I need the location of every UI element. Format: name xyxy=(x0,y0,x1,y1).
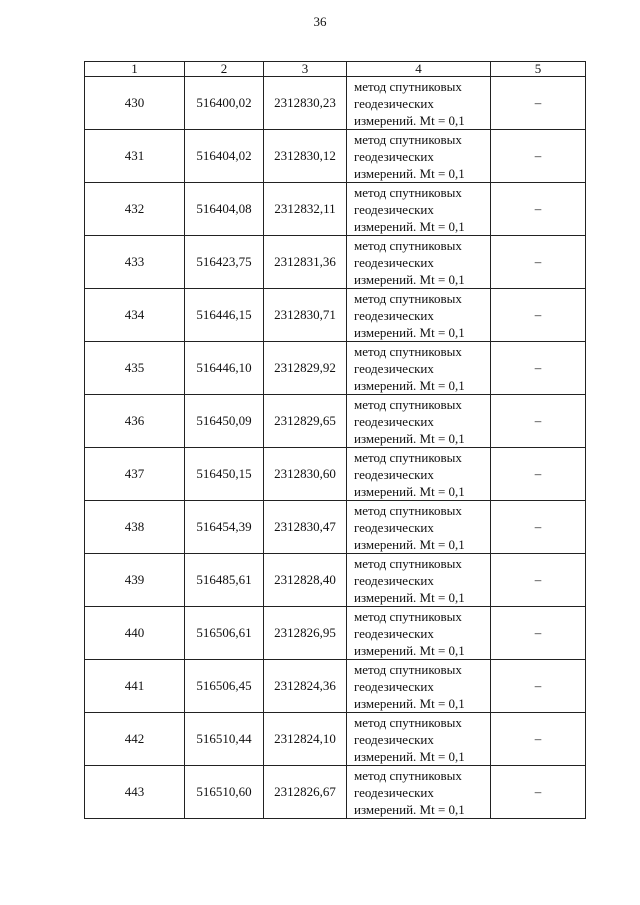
method-line: метод спутниковых xyxy=(354,131,462,147)
table-row xyxy=(85,236,586,289)
method-line: измерений. Mt = 0,1 xyxy=(354,430,465,446)
method-line: измерений. Mt = 0,1 xyxy=(354,695,465,711)
table-row xyxy=(85,501,586,554)
method-line: метод спутниковых xyxy=(354,449,462,465)
method-cell xyxy=(347,554,491,607)
x-coordinate-cell: 516506,45 xyxy=(185,660,264,713)
column-header-3: 3 xyxy=(264,62,347,77)
x-coordinate-cell: 516485,61 xyxy=(185,554,264,607)
note-cell: – xyxy=(491,766,586,819)
point-cell: 432 xyxy=(85,183,185,236)
method-line: метод спутниковых xyxy=(354,502,462,518)
method-line: геодезических xyxy=(354,254,434,270)
method-line: геодезических xyxy=(354,413,434,429)
y-coordinate-cell: 2312829,65 xyxy=(264,395,347,448)
method-line: метод спутниковых xyxy=(354,555,462,571)
table-row xyxy=(85,713,586,766)
note-cell: – xyxy=(491,342,586,395)
x-coordinate-cell: 516446,15 xyxy=(185,289,264,342)
point-cell: 440 xyxy=(85,607,185,660)
note-cell: – xyxy=(491,395,586,448)
note-cell: – xyxy=(491,77,586,130)
method-cell xyxy=(347,713,491,766)
x-coordinate-cell: 516404,08 xyxy=(185,183,264,236)
method-line: метод спутниковых xyxy=(354,396,462,412)
table-body xyxy=(85,77,586,819)
table-row xyxy=(85,607,586,660)
method-line: метод спутниковых xyxy=(354,237,462,253)
method-cell xyxy=(347,289,491,342)
point-cell: 430 xyxy=(85,77,185,130)
y-coordinate-cell: 2312824,36 xyxy=(264,660,347,713)
method-line: геодезических xyxy=(354,625,434,641)
method-line: метод спутниковых xyxy=(354,714,462,730)
method-line: геодезических xyxy=(354,307,434,323)
method-line: измерений. Mt = 0,1 xyxy=(354,536,465,552)
column-header-4: 4 xyxy=(347,62,491,77)
method-line: метод спутниковых xyxy=(354,78,462,94)
method-line: метод спутниковых xyxy=(354,290,462,306)
table-header xyxy=(85,62,586,77)
method-line: метод спутниковых xyxy=(354,661,462,677)
point-cell: 442 xyxy=(85,713,185,766)
note-cell: – xyxy=(491,607,586,660)
table-row xyxy=(85,289,586,342)
method-line: измерений. Mt = 0,1 xyxy=(354,324,465,340)
method-cell xyxy=(347,501,491,554)
column-header-1: 1 xyxy=(85,62,185,77)
method-cell xyxy=(347,448,491,501)
note-cell: – xyxy=(491,554,586,607)
method-cell xyxy=(347,766,491,819)
y-coordinate-cell: 2312828,40 xyxy=(264,554,347,607)
page-number: 36 xyxy=(313,14,327,29)
point-cell: 435 xyxy=(85,342,185,395)
coordinates-table xyxy=(84,61,586,819)
point-cell: 433 xyxy=(85,236,185,289)
method-line: геодезических xyxy=(354,201,434,217)
method-cell xyxy=(347,77,491,130)
method-line: измерений. Mt = 0,1 xyxy=(354,165,465,181)
method-line: измерений. Mt = 0,1 xyxy=(354,112,465,128)
x-coordinate-cell: 516404,02 xyxy=(185,130,264,183)
y-coordinate-cell: 2312830,71 xyxy=(264,289,347,342)
x-coordinate-cell: 516510,44 xyxy=(185,713,264,766)
table-row xyxy=(85,342,586,395)
note-cell: – xyxy=(491,130,586,183)
method-line: геодезических xyxy=(354,95,434,111)
method-line: измерений. Mt = 0,1 xyxy=(354,801,465,817)
table-row xyxy=(85,554,586,607)
y-coordinate-cell: 2312830,60 xyxy=(264,448,347,501)
method-cell xyxy=(347,130,491,183)
method-line: метод спутниковых xyxy=(354,767,462,783)
note-cell: – xyxy=(491,183,586,236)
note-cell: – xyxy=(491,660,586,713)
x-coordinate-cell: 516450,09 xyxy=(185,395,264,448)
table-row xyxy=(85,766,586,819)
method-line: измерений. Mt = 0,1 xyxy=(354,218,465,234)
x-coordinate-cell: 516454,39 xyxy=(185,501,264,554)
method-line: метод спутниковых xyxy=(354,184,462,200)
method-line: метод спутниковых xyxy=(354,343,462,359)
y-coordinate-cell: 2312826,67 xyxy=(264,766,347,819)
y-coordinate-cell: 2312824,10 xyxy=(264,713,347,766)
point-cell: 437 xyxy=(85,448,185,501)
table-row xyxy=(85,183,586,236)
column-header-2: 2 xyxy=(185,62,264,77)
table-row xyxy=(85,77,586,130)
method-line: измерений. Mt = 0,1 xyxy=(354,748,465,764)
point-cell: 434 xyxy=(85,289,185,342)
method-line: геодезических xyxy=(354,678,434,694)
method-cell xyxy=(347,183,491,236)
table-row xyxy=(85,448,586,501)
x-coordinate-cell: 516400,02 xyxy=(185,77,264,130)
point-cell: 438 xyxy=(85,501,185,554)
y-coordinate-cell: 2312832,11 xyxy=(264,183,347,236)
y-coordinate-cell: 2312830,12 xyxy=(264,130,347,183)
method-line: геодезических xyxy=(354,572,434,588)
x-coordinate-cell: 516510,60 xyxy=(185,766,264,819)
method-cell xyxy=(347,342,491,395)
x-coordinate-cell: 516450,15 xyxy=(185,448,264,501)
y-coordinate-cell: 2312830,47 xyxy=(264,501,347,554)
x-coordinate-cell: 516423,75 xyxy=(185,236,264,289)
note-cell: – xyxy=(491,448,586,501)
x-coordinate-cell: 516506,61 xyxy=(185,607,264,660)
method-line: измерений. Mt = 0,1 xyxy=(354,271,465,287)
y-coordinate-cell: 2312831,36 xyxy=(264,236,347,289)
method-cell xyxy=(347,607,491,660)
method-line: измерений. Mt = 0,1 xyxy=(354,589,465,605)
point-cell: 441 xyxy=(85,660,185,713)
y-coordinate-cell: 2312829,92 xyxy=(264,342,347,395)
method-line: измерений. Mt = 0,1 xyxy=(354,642,465,658)
point-cell: 443 xyxy=(85,766,185,819)
method-line: геодезических xyxy=(354,148,434,164)
table-row xyxy=(85,395,586,448)
method-line: измерений. Mt = 0,1 xyxy=(354,483,465,499)
note-cell: – xyxy=(491,501,586,554)
column-header-5: 5 xyxy=(491,62,586,77)
note-cell: – xyxy=(491,289,586,342)
method-line: геодезических xyxy=(354,466,434,482)
y-coordinate-cell: 2312826,95 xyxy=(264,607,347,660)
method-line: геодезических xyxy=(354,784,434,800)
table-row xyxy=(85,660,586,713)
point-cell: 436 xyxy=(85,395,185,448)
note-cell: – xyxy=(491,713,586,766)
note-cell: – xyxy=(491,236,586,289)
table-row xyxy=(85,130,586,183)
y-coordinate-cell: 2312830,23 xyxy=(264,77,347,130)
method-line: измерений. Mt = 0,1 xyxy=(354,377,465,393)
point-cell: 431 xyxy=(85,130,185,183)
method-cell xyxy=(347,236,491,289)
method-line: метод спутниковых xyxy=(354,608,462,624)
method-line: геодезических xyxy=(354,519,434,535)
method-line: геодезических xyxy=(354,731,434,747)
x-coordinate-cell: 516446,10 xyxy=(185,342,264,395)
header-row xyxy=(85,62,586,77)
method-cell xyxy=(347,395,491,448)
method-line: геодезических xyxy=(354,360,434,376)
point-cell: 439 xyxy=(85,554,185,607)
method-cell xyxy=(347,660,491,713)
